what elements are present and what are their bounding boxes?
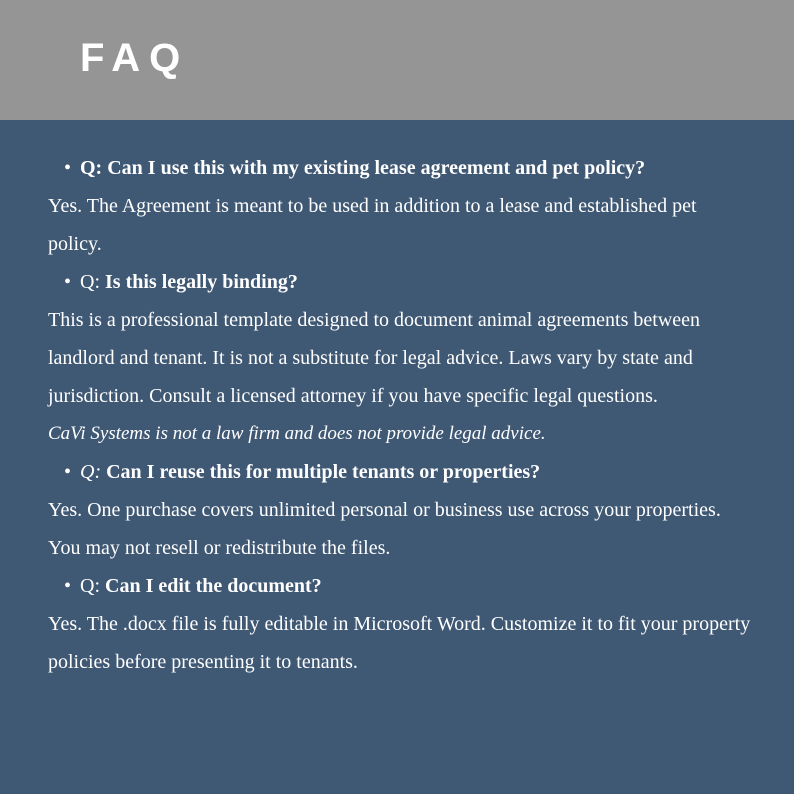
question-text: Can I reuse this for multiple tenants or properties? bbox=[106, 461, 541, 483]
faq-answer: Yes. The .docx file is fully editable in Microsoft Word. Customize it to fit your property policies before presenting it to tenants. bbox=[48, 613, 751, 673]
faq-question bbox=[48, 567, 754, 605]
faq-question bbox=[48, 453, 754, 491]
faq-answer: This is a professional template designed to document animal agreements between landlord and tenant. It is not a substitute for legal advice. Laws vary by state and jurisdiction. Consult a licensed attorney if you have specific legal questions. bbox=[48, 309, 701, 407]
bullet-icon: • bbox=[64, 271, 72, 293]
faq-question bbox=[48, 149, 754, 187]
faq-answer: Yes. One purchase covers unlimited personal or business use across your properties. You may not resell or redistribute the files. bbox=[48, 499, 721, 559]
page-title: FAQ bbox=[80, 36, 190, 80]
faq-answer: Yes. The Agreement is meant to be used in addition to a lease and established pet policy. bbox=[48, 195, 697, 255]
question-text: Can I edit the document? bbox=[105, 575, 322, 597]
header-bar bbox=[0, 0, 794, 120]
faq-item-existing-lease bbox=[48, 149, 754, 263]
bullet-icon: • bbox=[64, 157, 72, 179]
bullet-icon: • bbox=[64, 461, 72, 483]
faq-item-legally-binding bbox=[48, 263, 754, 453]
question-text: Can I use this with my existing lease agreement and pet policy? bbox=[107, 157, 646, 179]
question-prefix: Q: bbox=[80, 271, 100, 293]
faq-item-edit-document bbox=[48, 567, 754, 681]
question-prefix: Q: bbox=[80, 575, 100, 597]
faq-question bbox=[48, 263, 754, 301]
faq-item-reuse bbox=[48, 453, 754, 567]
bullet-icon: • bbox=[64, 575, 72, 597]
faq-content bbox=[48, 149, 754, 681]
question-prefix: Q: bbox=[80, 157, 103, 179]
question-text: Is this legally binding? bbox=[105, 271, 298, 293]
question-prefix: Q: bbox=[80, 461, 102, 483]
legal-disclaimer: CaVi Systems is not a law firm and does not provide legal advice. bbox=[48, 423, 546, 444]
